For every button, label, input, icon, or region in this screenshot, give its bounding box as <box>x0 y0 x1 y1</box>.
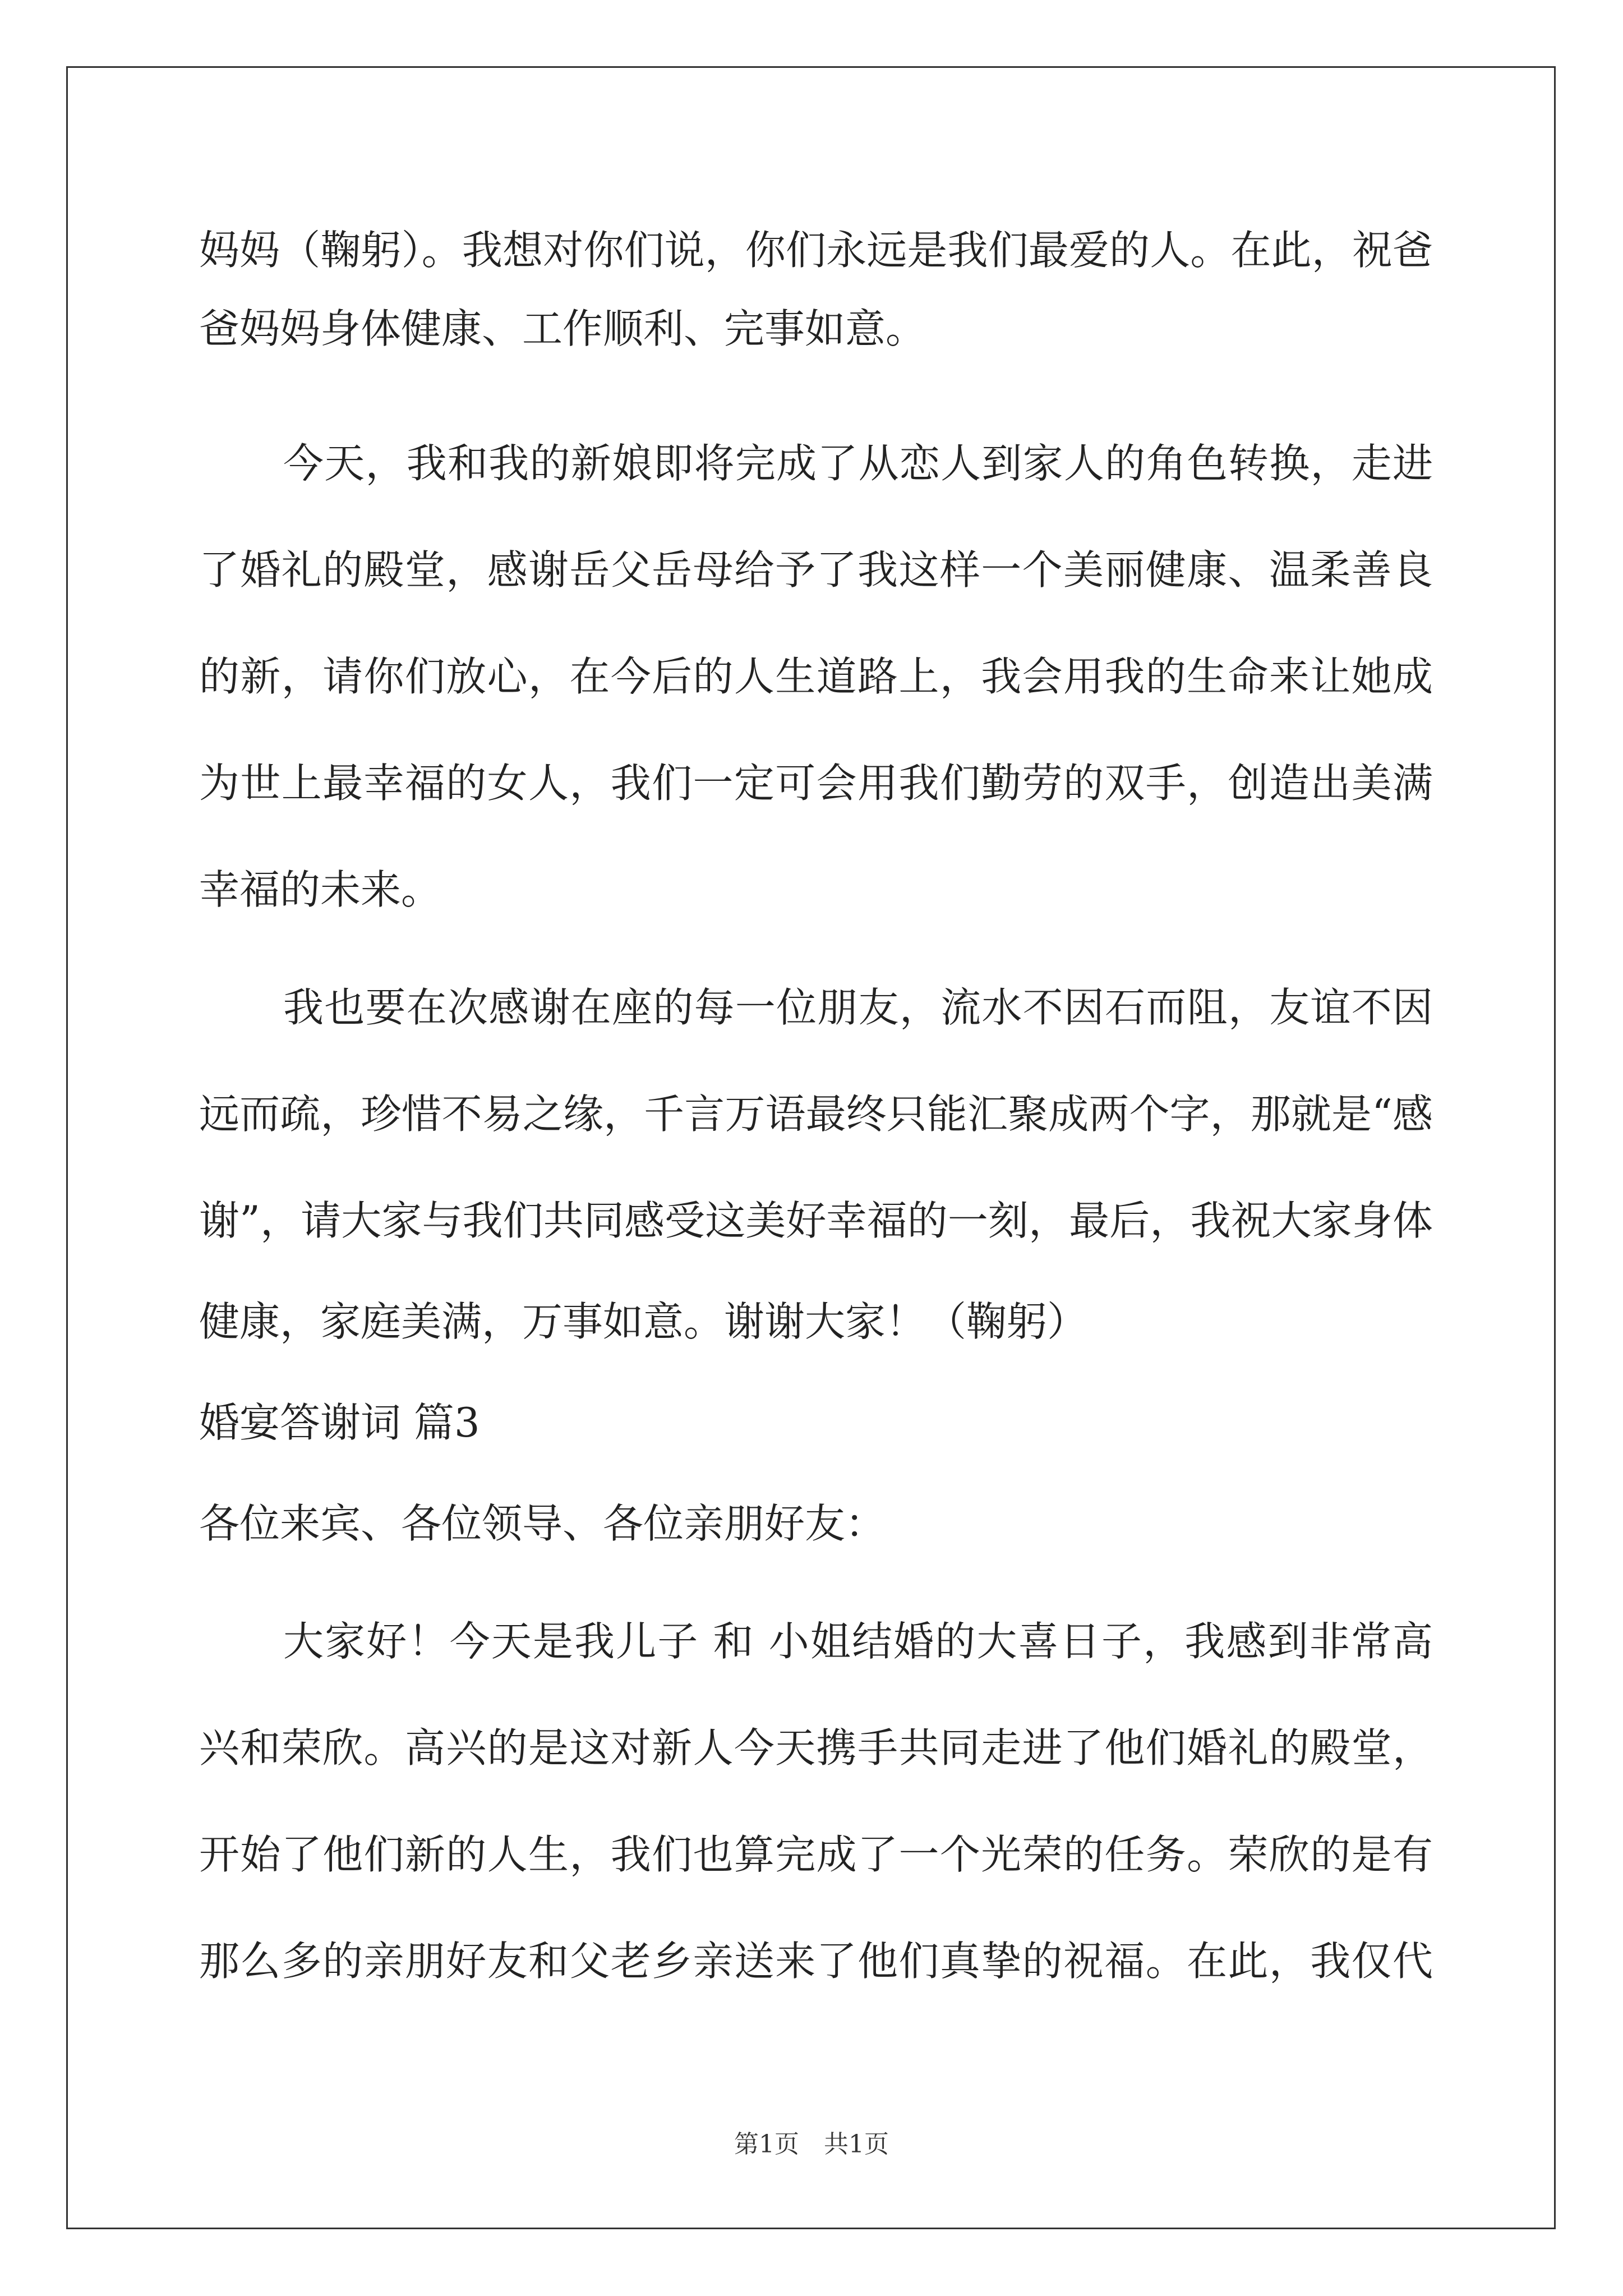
text-line: 幸福的未来。 <box>199 866 442 913</box>
text-line: 大家好！今天是我儿子 和 小姐结婚的大喜日子，我感到非常高 <box>283 1618 1433 1665</box>
text-line: 为世上最幸福的女人，我们一定可会用我们勤劳的双手，创造出美满 <box>199 760 1433 807</box>
text-line: 了婚礼的殿堂，感谢岳父岳母给予了我这样一个美丽健康、温柔善良 <box>199 546 1433 593</box>
salutation-line: 各位来宾、各位领导、各位亲朋好友： <box>199 1500 886 1547</box>
text-line: 我也要在次感谢在座的每一位朋友，流水不因石而阻，友谊不因 <box>283 984 1433 1031</box>
text-line: 健康，家庭美满，万事如意。谢谢大家！（鞠躬） <box>199 1298 1088 1345</box>
page-footer: 第1页 共1页 <box>734 2130 889 2159</box>
text-line: 远而疏，珍惜不易之缘，千言万语最终只能汇聚成两个字，那就是“感 <box>199 1091 1433 1138</box>
text-line: 妈妈（鞠躬）。我想对你们说，你们永远是我们最爱的人。在此，祝爸 <box>199 227 1433 274</box>
text-line: 谢”，请大家与我们共同感受这美好幸福的一刻，最后，我祝大家身体 <box>199 1197 1433 1244</box>
text-line: 那么多的亲朋好友和父老乡亲送来了他们真挚的祝福。在此，我仅代 <box>199 1938 1433 1985</box>
text-line: 兴和荣欣。高兴的是这对新人今天携手共同走进了他们婚礼的殿堂， <box>199 1724 1433 1772</box>
text-line: 的新，请你们放心，在今后的人生道路上，我会用我的生命来让她成 <box>199 653 1433 700</box>
text-line: 开始了他们新的人生，我们也算完成了一个光荣的任务。荣欣的是有 <box>199 1831 1433 1878</box>
text-line: 今天，我和我的新娘即将完成了从恋人到家人的角色转换，走进 <box>283 440 1433 487</box>
page-border <box>66 66 1556 2229</box>
section-heading: 婚宴答谢词 篇3 <box>199 1399 480 1446</box>
text-line: 爸妈妈身体健康、工作顺利、完事如意。 <box>199 305 926 352</box>
